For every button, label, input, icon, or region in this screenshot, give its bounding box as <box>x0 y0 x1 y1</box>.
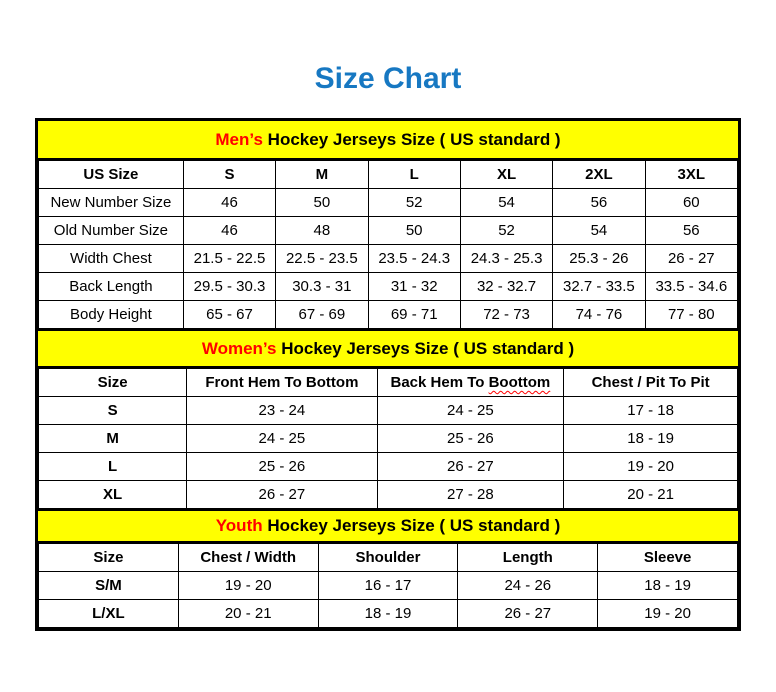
size-value-cell: 56 <box>645 217 737 245</box>
row-label-cell: S <box>39 397 187 425</box>
table-row <box>39 600 738 628</box>
size-value-cell: 52 <box>368 189 460 217</box>
row-label-cell: S/M <box>39 572 179 600</box>
table-row <box>39 572 738 600</box>
size-value-cell: 26 - 27 <box>458 600 598 628</box>
size-value-cell: 29.5 - 30.3 <box>183 273 275 301</box>
size-value-cell: 32 - 32.7 <box>460 273 552 301</box>
column-header-cell: L <box>368 161 460 189</box>
youth-banner-rest: Hockey Jerseys Size ( US standard ) <box>262 516 561 535</box>
page-title: Size Chart <box>314 62 462 95</box>
column-header-cell: Chest / Width <box>178 544 318 572</box>
column-header-cell: Back Hem To Boottom <box>377 369 564 397</box>
size-value-cell: 23.5 - 24.3 <box>368 245 460 273</box>
size-value-cell: 24.3 - 25.3 <box>460 245 552 273</box>
size-value-cell: 17 - 18 <box>564 397 738 425</box>
row-label-cell: New Number Size <box>39 189 184 217</box>
table-row <box>39 189 738 217</box>
column-header-cell: Size <box>39 369 187 397</box>
row-label-cell: XL <box>39 481 187 509</box>
womens-header-row <box>39 369 738 397</box>
column-header-cell: 2XL <box>553 161 645 189</box>
row-label-cell: M <box>39 425 187 453</box>
mens-section <box>38 121 738 329</box>
size-value-cell: 56 <box>553 189 645 217</box>
womens-banner-rest: Hockey Jerseys Size ( US standard ) <box>276 338 575 358</box>
size-value-cell: 22.5 - 23.5 <box>276 245 368 273</box>
youth-header-row <box>39 544 738 572</box>
size-value-cell: 18 - 19 <box>598 572 738 600</box>
youth-banner-highlight: Youth <box>215 516 263 535</box>
size-value-cell: 69 - 71 <box>368 301 460 329</box>
table-row <box>39 273 738 301</box>
column-header-cell: Sleeve <box>598 544 738 572</box>
size-value-cell: 19 - 20 <box>598 600 738 628</box>
size-value-cell: 20 - 21 <box>564 481 738 509</box>
table-row <box>39 425 738 453</box>
size-value-cell: 31 - 32 <box>368 273 460 301</box>
size-value-cell: 20 - 21 <box>178 600 318 628</box>
size-value-cell: 16 - 17 <box>318 572 458 600</box>
table-row <box>39 245 738 273</box>
size-value-cell: 74 - 76 <box>553 301 645 329</box>
size-value-cell: 25.3 - 26 <box>553 245 645 273</box>
row-label-cell: Old Number Size <box>39 217 184 245</box>
table-row <box>39 397 738 425</box>
size-value-cell: 54 <box>553 217 645 245</box>
size-value-cell: 77 - 80 <box>645 301 737 329</box>
size-value-cell: 33.5 - 34.6 <box>645 273 737 301</box>
size-value-cell: 27 - 28 <box>377 481 564 509</box>
size-value-cell: 54 <box>460 189 552 217</box>
size-value-cell: 46 <box>183 189 275 217</box>
size-value-cell: 30.3 - 31 <box>276 273 368 301</box>
column-header-cell: Chest / Pit To Pit <box>564 369 738 397</box>
column-header-cell: Front Hem To Bottom <box>187 369 377 397</box>
table-row <box>39 301 738 329</box>
size-value-cell: 60 <box>645 189 737 217</box>
column-header-cell: Size <box>39 544 179 572</box>
mens-size-table <box>38 160 738 329</box>
size-value-cell: 24 - 25 <box>187 425 377 453</box>
column-header-cell: US Size <box>39 161 184 189</box>
mens-banner-rest: Hockey Jerseys Size ( US standard ) <box>262 129 561 149</box>
size-value-cell: 25 - 26 <box>187 453 377 481</box>
misspelled-word: Boottom <box>488 374 551 391</box>
womens-section <box>38 329 738 509</box>
mens-banner <box>38 121 738 160</box>
size-value-cell: 26 - 27 <box>377 453 564 481</box>
table-row <box>39 481 738 509</box>
column-header-cell: S <box>183 161 275 189</box>
size-value-cell: 67 - 69 <box>276 301 368 329</box>
table-row <box>39 217 738 245</box>
size-value-cell: 23 - 24 <box>187 397 377 425</box>
size-value-cell: 50 <box>368 217 460 245</box>
row-label-cell: L <box>39 453 187 481</box>
size-value-cell: 52 <box>460 217 552 245</box>
size-chart <box>35 118 741 631</box>
column-header-cell: Length <box>458 544 598 572</box>
mens-banner-highlight: Men’s <box>215 129 263 149</box>
size-value-cell: 24 - 26 <box>458 572 598 600</box>
row-label-cell: Width Chest <box>39 245 184 273</box>
size-value-cell: 72 - 73 <box>460 301 552 329</box>
size-value-cell: 19 - 20 <box>564 453 738 481</box>
size-value-cell: 65 - 67 <box>183 301 275 329</box>
youth-size-table <box>38 543 738 628</box>
row-label-cell: L/XL <box>39 600 179 628</box>
size-value-cell: 48 <box>276 217 368 245</box>
youth-banner <box>38 509 738 543</box>
size-value-cell: 21.5 - 22.5 <box>183 245 275 273</box>
size-value-cell: 18 - 19 <box>318 600 458 628</box>
size-value-cell: 46 <box>183 217 275 245</box>
womens-banner <box>38 329 738 368</box>
youth-section <box>38 509 738 628</box>
row-label-cell: Back Length <box>39 273 184 301</box>
size-value-cell: 24 - 25 <box>377 397 564 425</box>
size-value-cell: 25 - 26 <box>377 425 564 453</box>
womens-banner-highlight: Women’s <box>201 338 277 358</box>
table-row <box>39 453 738 481</box>
size-value-cell: 32.7 - 33.5 <box>553 273 645 301</box>
size-value-cell: 18 - 19 <box>564 425 738 453</box>
womens-size-table <box>38 368 738 509</box>
size-value-cell: 26 - 27 <box>645 245 737 273</box>
row-label-cell: Body Height <box>39 301 184 329</box>
size-value-cell: 50 <box>276 189 368 217</box>
size-value-cell: 26 - 27 <box>187 481 377 509</box>
column-header-cell: Shoulder <box>318 544 458 572</box>
mens-header-row <box>39 161 738 189</box>
column-header-cell: 3XL <box>645 161 737 189</box>
column-header-cell: XL <box>460 161 552 189</box>
size-value-cell: 19 - 20 <box>178 572 318 600</box>
column-header-cell: M <box>276 161 368 189</box>
